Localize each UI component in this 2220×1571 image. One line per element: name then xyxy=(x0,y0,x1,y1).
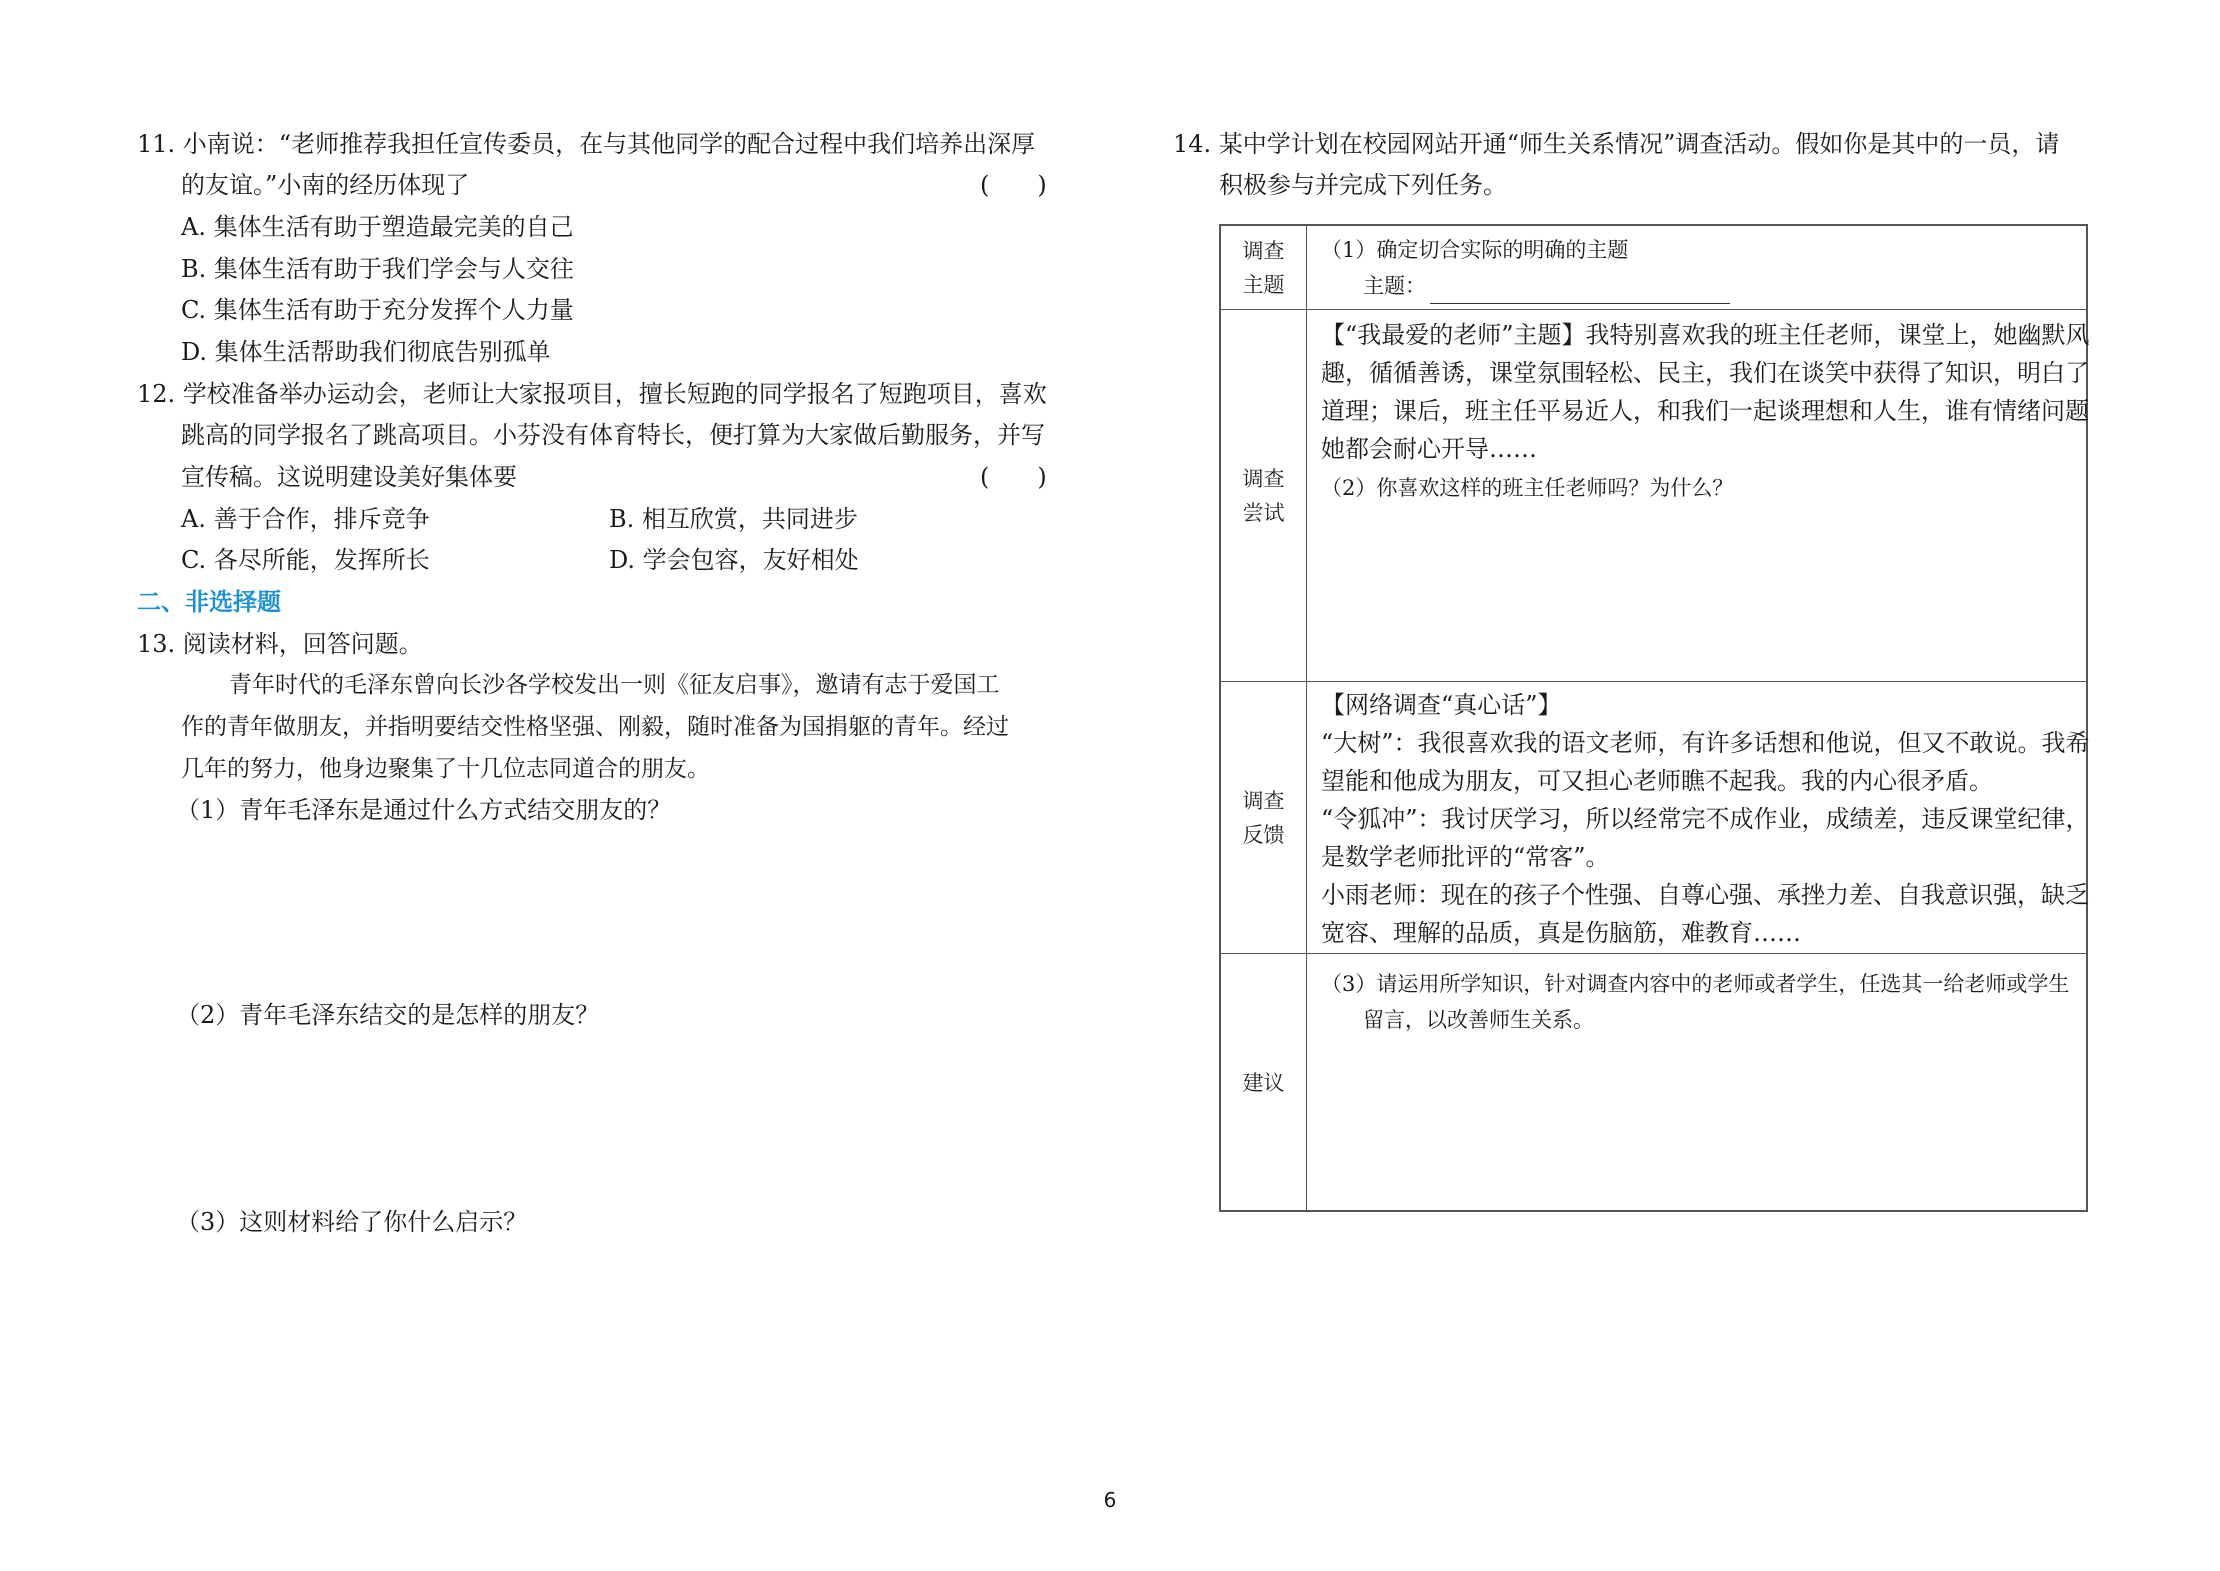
suggestion-line-1: （3）请运用所学知识，针对调查内容中的老师或者学生，任选其一给老师或学生 xyxy=(1321,972,2070,996)
attempt-line-1: 【“我最爱的老师”主题】我特别喜欢我的班主任老师，课堂上，她幽默风 xyxy=(1321,321,2090,349)
feedback-line-7: 宽容、理解的品质，真是伤脑筋，难教育…… xyxy=(1321,919,1801,947)
section-title: 二、非选择题 xyxy=(137,588,281,616)
sub-question-2: （2）青年毛泽东结交的是怎样的朋友？ xyxy=(176,1001,600,1029)
row-content xyxy=(1307,682,2090,954)
option-a: A. 集体生活有助于塑造最完美的自己 xyxy=(181,213,574,241)
answer-parentheses[interactable]: ( ) xyxy=(980,171,1047,199)
topic-field[interactable] xyxy=(1363,268,1730,304)
feedback-line-3: 望能和他成为朋友，可又担心老师瞧不起我。我的内心很矛盾。 xyxy=(1321,767,1993,795)
row-header: 调查反馈 xyxy=(1221,682,1307,954)
q14-line-2: 积极参与并完成下列任务。 xyxy=(1219,171,1507,199)
q12-line-2: 跳高的同学报名了跳高项目。小芬没有体育特长，便打算为大家做后勤服务，并写 xyxy=(181,421,1045,449)
option-b: B. 集体生活有助于我们学会与人交往 xyxy=(181,255,574,283)
suggestion-line-2: 留言，以改善师生关系。 xyxy=(1363,1008,1594,1032)
feedback-line-1: 【网络调查“真心话”】 xyxy=(1321,691,1562,719)
material-line-2: 作的青年做朋友，并指明要结交性格坚强、刚毅，随时准备为国捐躯的青年。经过 xyxy=(181,714,1009,740)
table-row-topic xyxy=(1221,226,2086,309)
q11-line-2: 的友谊。”小南的经历体现了 xyxy=(181,171,470,199)
attempt-question: （2）你喜欢这样的班主任老师吗？为什么？ xyxy=(1321,476,1734,500)
attempt-line-2: 趣，循循善诱，课堂氛围轻松、民主，我们在谈笑中获得了知识，明白了 xyxy=(1321,359,2089,387)
survey-table xyxy=(1219,224,2088,1212)
answer-parentheses[interactable]: ( ) xyxy=(980,463,1047,491)
q13-intro: 13. 阅读材料，回答问题。 xyxy=(137,630,423,658)
row-content[interactable] xyxy=(1307,954,2086,1211)
sub-question-3: （3）这则材料给了你什么启示？ xyxy=(176,1208,528,1236)
option-c: C. 各尽所能，发挥所长 xyxy=(181,546,430,574)
row-header: 建议 xyxy=(1221,954,1307,1211)
table-row-attempt xyxy=(1221,309,2090,682)
row-header: 调查尝试 xyxy=(1221,310,1307,682)
row-content xyxy=(1307,226,2086,309)
attempt-line-4: 她都会耐心开导…… xyxy=(1321,435,1537,463)
sub-question-1: （1）青年毛泽东是通过什么方式结交朋友的？ xyxy=(176,796,672,824)
attempt-line-3: 道理；课后，班主任平易近人，和我们一起谈理想和人生，谁有情绪问题 xyxy=(1321,397,2089,425)
option-d: D. 学会包容，友好相处 xyxy=(609,546,859,574)
material-line-3: 几年的努力，他身边聚集了十几位志同道合的朋友。 xyxy=(181,756,710,782)
material-line-1: 青年时代的毛泽东曾向长沙各学校发出一则《征友启事》，邀请有志于爱国工 xyxy=(229,672,1000,698)
q14-line-1: 14. 某中学计划在校园网站开通“师生关系情况”调查活动。假如你是其中的一员，请 xyxy=(1173,130,2060,158)
option-a: A. 善于合作，排斥竞争 xyxy=(181,505,430,533)
option-b: B. 相互欣赏，共同进步 xyxy=(609,505,858,533)
option-d: D. 集体生活帮助我们彻底告别孤单 xyxy=(181,338,551,366)
feedback-line-5: 是数学老师批评的“常客”。 xyxy=(1321,843,1610,871)
row-header: 调查主题 xyxy=(1221,226,1307,309)
feedback-line-6: 小雨老师：现在的孩子个性强、自尊心强、承挫力差、自我意识强，缺乏 xyxy=(1321,881,2089,909)
topic-label: 主题： xyxy=(1363,274,1426,298)
q12-line-1: 12. 学校准备举办运动会，老师让大家报项目，擅长短跑的同学报名了短跑项目，喜欢 xyxy=(137,380,1047,408)
page-number: 6 xyxy=(1103,1488,1117,1512)
option-c: C. 集体生活有助于充分发挥个人力量 xyxy=(181,296,574,324)
topic-instruction: （1）确定切合实际的明确的主题 xyxy=(1321,238,1629,262)
q12-line-3: 宣传稿。这说明建设美好集体要 xyxy=(181,463,517,491)
q11-line-1: 11. 小南说：“老师推荐我担任宣传委员，在与其他同学的配合过程中我们培养出深厚 xyxy=(137,130,1036,158)
row-content xyxy=(1307,310,2090,682)
table-row-suggestion xyxy=(1221,953,2086,1211)
feedback-line-4: “令狐冲”：我讨厌学习，所以经常完不成作业，成绩差，违反课堂纪律， xyxy=(1321,805,2090,833)
table-row-feedback xyxy=(1221,681,2090,954)
topic-blank-line[interactable] xyxy=(1430,279,1730,304)
feedback-line-2: “大树”：我很喜欢我的语文老师，有许多话想和他说，但又不敢说。我希 xyxy=(1321,729,2090,757)
